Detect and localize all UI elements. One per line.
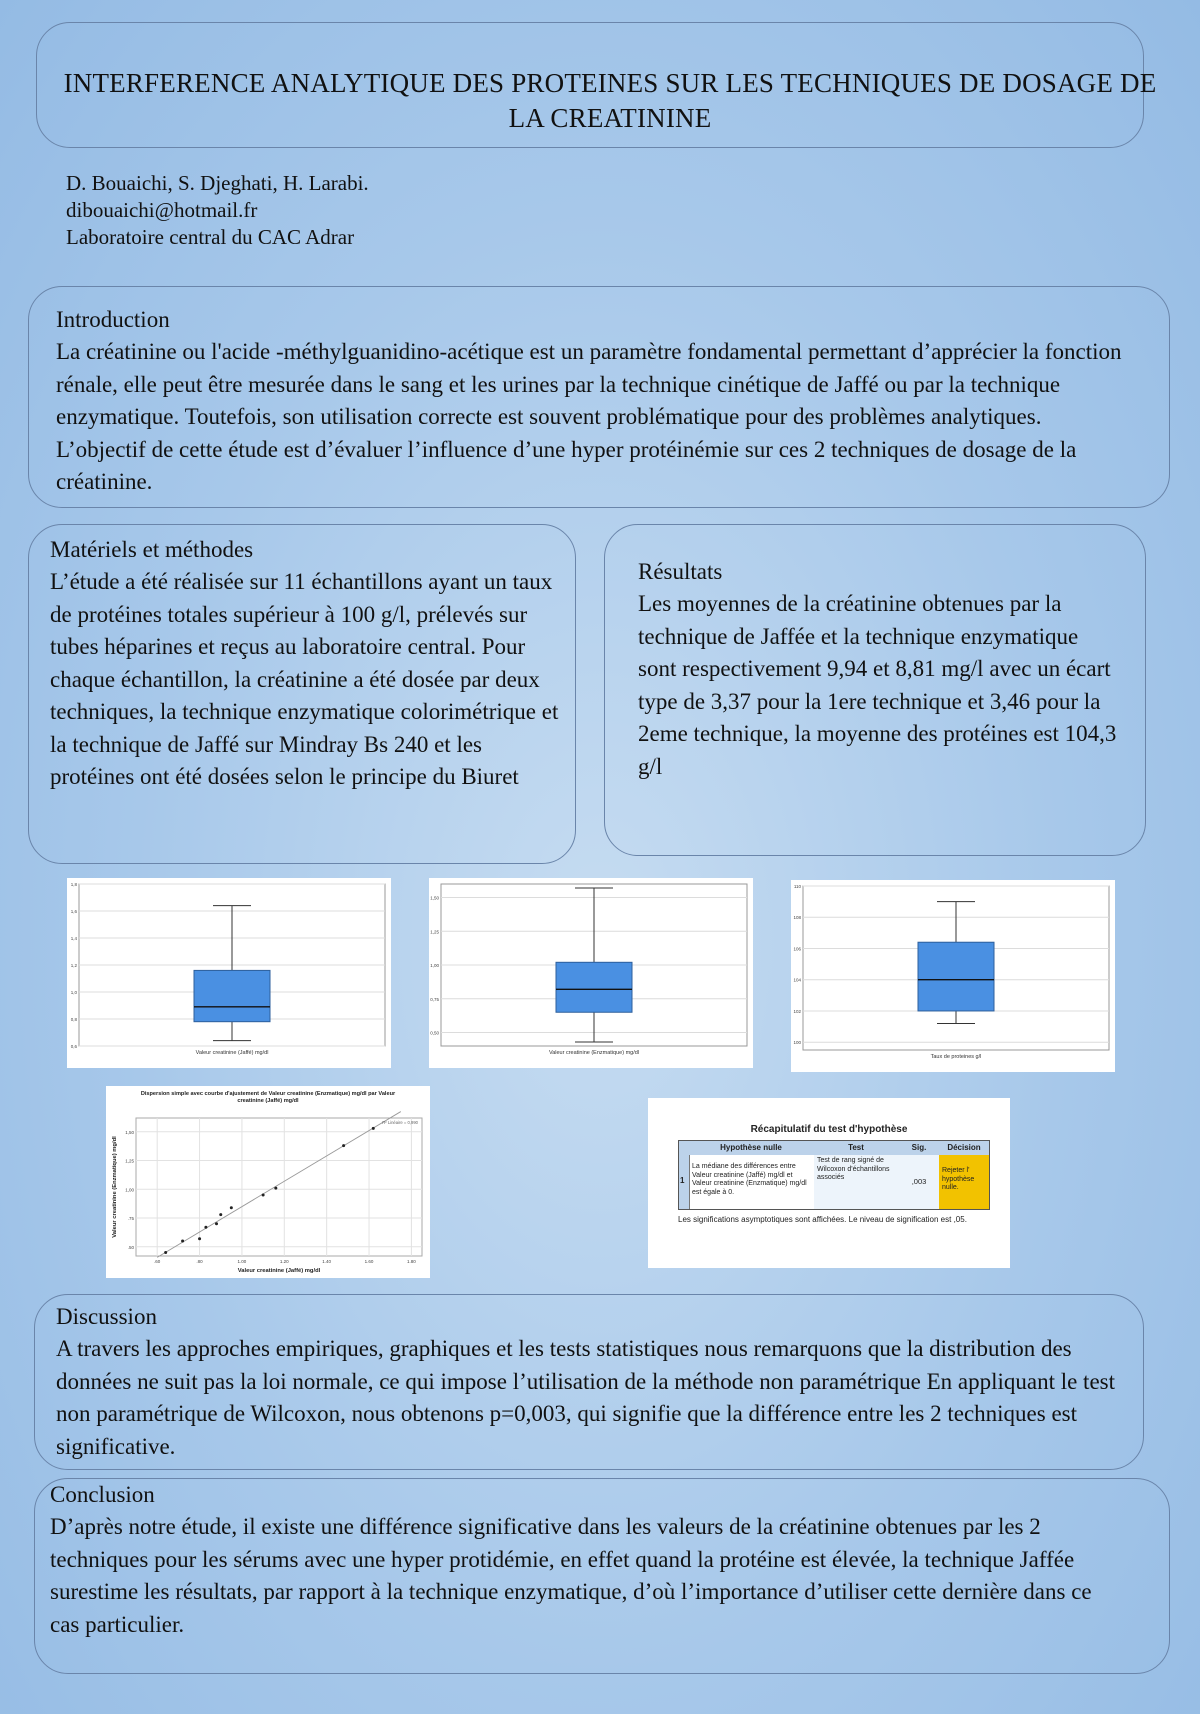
plot-area [136,1118,422,1256]
introduction-heading: Introduction [56,307,170,332]
data-point [198,1237,201,1240]
data-point [230,1206,233,1209]
introduction-section [56,304,1136,499]
data-point [342,1144,345,1147]
legend-r2: R² Linéaire = 0,990 [382,1120,418,1125]
boxplot-proteines [791,880,1115,1072]
y-tick-label: 0,50 [430,1030,439,1036]
cell-test: Test de rang signé de Wilcoxon d'échantillons associés [817,1157,890,1182]
y-tick-label: 1,00 [125,1187,134,1193]
y-tick-label: 102 [793,1008,801,1014]
discussion-text: A travers les approches empiriques, graphiques et les tests statistiques nous remarquons que la distribution des données ne suit pas la loi normale, ce qui impose l’utilisation de la méthode non paramétrique En appliquant le test non paramétrique de Wilcoxon, nous obtenons p=0,003, qui signifie que la différence entre les 2 techniques est significative. [56,1336,1115,1459]
author-affiliation: Laboratoire central du CAC Adrar [66,225,355,249]
data-point [181,1240,184,1243]
hypothesis-footnote: Les significations asymptotiques sont affichées. Le niveau de signification est ,05. [678,1215,967,1224]
y-tick-label: 1,4 [70,936,77,941]
cell-sig: ,003 [911,1177,927,1186]
y-axis-label: Valeur creatinine (Enzmatique) mg/dl [112,1136,118,1238]
hypothesis-table [678,1140,990,1210]
data-point [372,1127,375,1130]
results-text: Les moyennes de la créatinine obtenues par la technique de Jaffée et la technique enzymatique sont respectivement 9,94 et 8,81 mg/l avec un écart type de 3,37 pour la 1ere technique et 3,46 pour la 2eme technique, la moyenne des protéines est 104,3 g/l [638,591,1117,779]
y-tick-label: 1,50 [430,895,439,901]
y-tick-label: 1,25 [125,1158,134,1164]
y-tick-label: 1,50 [125,1129,134,1135]
x-tick-label: 1.80 [407,1259,416,1264]
conclusion-heading: Conclusion [50,1482,155,1507]
hypothesis-panel [648,1098,1010,1268]
x-axis-label: Valeur creatinine (Jaffé) mg/dl [237,1268,321,1274]
data-point [274,1187,277,1190]
x-tick-label: .60 [154,1259,161,1264]
x-tick-label: 1.20 [279,1259,289,1264]
data-point [262,1194,265,1197]
x-tick-label: 1.60 [364,1259,374,1264]
x-axis-label: Taux de proteines g/l [930,1054,982,1060]
hypothesis-title: Récapitulatif du test d'hypothèse [750,1124,908,1135]
y-tick-label: 1,00 [430,963,439,968]
results-heading: Résultats [638,559,723,584]
data-point [219,1213,222,1216]
x-tick-label: 1.40 [322,1259,332,1264]
discussion-heading: Discussion [56,1304,157,1329]
x-tick-label: 1.00 [237,1259,247,1264]
boxplot-enzymatique [429,878,753,1068]
y-tick-label: 104 [793,977,801,983]
y-tick-label: .50 [127,1244,134,1250]
y-tick-label: 0,6 [70,1044,77,1049]
y-tick-label: 100 [793,1040,801,1046]
scatter-panel [106,1086,430,1278]
iqr-box [556,962,632,1012]
y-tick-label: 1,0 [70,990,77,995]
author-email: dibouaichi@hotmail.fr [66,198,258,222]
iqr-box [194,970,270,1021]
y-tick-label: .75 [127,1216,134,1222]
discussion-section [56,1301,1136,1463]
cell-decision: Rejeter l' hypothèse nulle. [942,1167,975,1192]
scatter-plot [106,1086,430,1278]
iqr-box [918,942,994,1011]
introduction-text: La créatinine ou l'acide -méthylguanidino-acétique est un paramètre fondamental permettant d’apprécier la fonction rénale, elle peut être mesurée dans le sang et les urines par la technique cinétique de Jaffé ou par la technique enzymatique. Toutefois, son utilisation correcte est souvent problématique pour des problèmes analytiques. L’objectif de cette étude est d’évaluer l’influence d’une hyper protéinémie sur ces 2 techniques de dosage de la créatinine. [56,339,1122,494]
conclusion-section [50,1479,1120,1641]
y-tick-label: 1,2 [70,963,77,968]
boxplot-proteines-panel [791,880,1115,1072]
methods-heading: Matériels et méthodes [50,537,254,562]
methods-text: L’étude a été réalisée sur 11 échantillons ayant un taux de protéines totales supérieur à 100 g/l, prélevés sur tubes héparines et reçus au laboratoire central. Pour chaque échantillon, la créatinine a été dosée par deux techniques, la technique enzymatique colorimétrique et la technique de Jaffé sur Mindray Bs 240 et les protéines ont été dosées selon le principe du Biuret [50,569,559,789]
data-point [164,1251,167,1254]
poster-title: INTERFERENCE ANALYTIQUE DES PROTEINES SUR LES TECHNIQUES DE DOSAGE DE LA CREATININE [63,68,1157,133]
header-decision: Décision [947,1143,981,1152]
chart-title: Dispersion simple avec courbe d'ajustement de Valeur creatinine (Enzmatique) mg/dl par Valeur [140,1091,396,1097]
methods-section [50,534,565,794]
y-tick-label: 1,25 [430,929,439,935]
header-sig: Sig. [911,1143,927,1152]
y-tick-label: 0,75 [430,996,439,1002]
cell-hypothesis: La médiane des différences entre Valeur creatinine (Jaffé) mg/dl et Valeur creatinine (Enzmatique) mg/dl est égale à 0. [692,1163,807,1196]
boxplot-jaffe [67,878,391,1068]
y-tick-label: 110 [793,884,801,889]
authors-block [66,170,369,251]
y-tick-label: 106 [793,946,801,952]
y-tick-label: 0,8 [70,1017,77,1022]
y-tick-label: 108 [793,915,801,921]
boxplot-jaffe-panel [67,878,391,1068]
header-hypothesis: Hypothèse nulle [720,1143,782,1152]
y-tick-label: 1,6 [70,909,77,914]
x-axis-label: Valeur creatinine (Jaffé) mg/dl [195,1050,269,1056]
results-section [638,556,1122,783]
boxplot-enzymatique-panel [429,878,753,1068]
row-number: 1 [680,1176,685,1185]
y-tick-label: 1,8 [70,882,77,887]
data-point [204,1226,207,1229]
data-point [215,1222,218,1225]
header-test: Test [848,1143,864,1152]
x-axis-label: Valeur creatinine (Enzmatique) mg/dl [548,1050,640,1056]
conclusion-text: D’après notre étude, il existe une différence significative dans les valeurs de la créatinine obtenues par les 2 techniques pour les sérums avec une hyper protidémie, en effet quand la protéine est élevée, la technique Jaffée surestime les résultats, par rapport à la technique enzymatique, d’où l’importance d’utiliser cette dernière dans ce cas particulier. [50,1514,1092,1637]
chart-title-continued: creatinine (Jaffé) mg/dl [237,1098,299,1104]
author-names: D. Bouaichi, S. Djeghati, H. Larabi. [66,171,369,195]
x-tick-label: .80 [196,1259,203,1264]
